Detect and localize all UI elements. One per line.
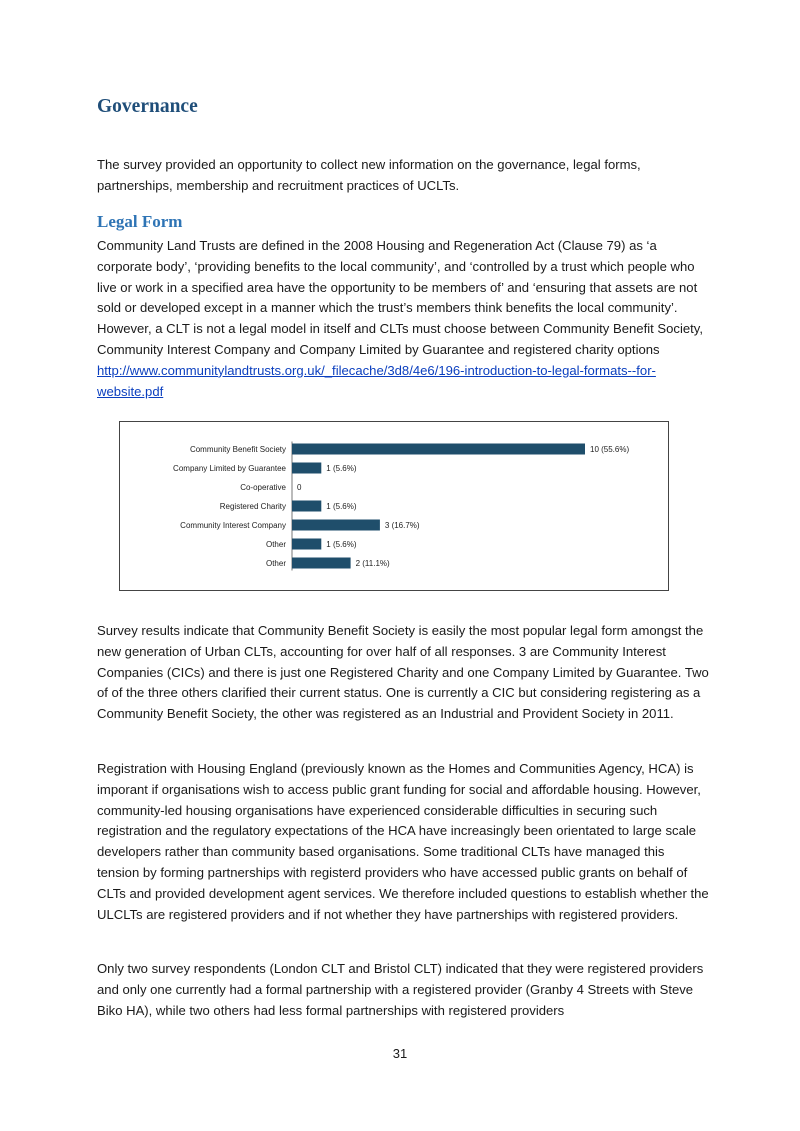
category-label: Other (265, 559, 286, 568)
legal-form-chart (119, 421, 669, 591)
bar (292, 520, 380, 531)
intro-paragraph: The survey provided an opportunity to collect new information on the governance, legal forms, partnerships, membership and recruitment practices of UCLTs. (97, 157, 641, 193)
bar (292, 558, 351, 569)
data-label: 1 (5.6%) (326, 464, 357, 473)
category-label: Company Limited by Guarantee (173, 464, 286, 473)
bar (292, 501, 321, 512)
data-label: 3 (16.7%) (384, 521, 420, 530)
category-label: Community Interest Company (180, 521, 286, 530)
data-label: 0 (297, 483, 302, 492)
registered-providers-paragraph: Only two survey respondents (London CLT and Bristol CLT) indicated that they were registered providers and only one currently had a formal partnership with a registered provider (Granby 4 Streets with Steve Biko HA), while two others had less formal partnerships with registered providers (97, 961, 704, 1018)
bar (292, 463, 321, 474)
bar (292, 444, 585, 455)
data-label: 1 (5.6%) (326, 540, 357, 549)
legal-form-bar-chart (120, 422, 670, 592)
section-heading: Governance (97, 96, 198, 117)
registration-paragraph: Registration with Housing England (previously known as the Homes and Communities Agency, HCA) is imporant if organisations wish to access public grant funding for social and affordable housing. However, community-led housing organisations have experienced considerable difficulties in securing such registration and the regulatory expectations of the HCA have increasingly been orientated to large scale developers rather than community based organisations. Some traditional CLTs have managed this tension by forming partnerships with registerd providers who have accessed public grants on behalf of CLTs and provided development agent services. We therefore included questions to establish whether the ULCLTs are registered providers and if not whether they have partnerships with registered providers. (97, 761, 709, 922)
category-label: Other (265, 540, 286, 549)
category-label: Community Benefit Society (189, 445, 286, 454)
results-paragraph: Survey results indicate that Community Benefit Society is easily the most popular legal form amongst the new generation of Urban CLTs, accounting for over half of all responses. 3 are Community Interest Companies (CICs) and there is just one Registered Charity and one Company Limited by Guarantee. Two of of the three others clarified their current status. One is currently a CIC but considering registering as a Community Benefit Society, the other was registered as an Industrial and Provident Society in 2011. (97, 623, 709, 722)
legal-formats-link[interactable]: http://www.communitylandtrusts.org.uk/_filecache/3d8/4e6/196-introduction-to-legal-formats--for-website.pdf (97, 362, 656, 399)
data-label: 10 (55.6%) (590, 445, 630, 454)
page-number: 31 (392, 1046, 408, 1061)
bar (292, 539, 321, 550)
data-label: 1 (5.6%) (326, 502, 357, 511)
subsection-heading: Legal Form (97, 212, 183, 231)
data-label: 2 (11.1%) (355, 559, 390, 568)
category-label: Co-operative (240, 483, 286, 492)
category-label: Registered Charity (219, 502, 286, 511)
legal-form-text: Community Land Trusts are defined in the 2008 Housing and Regeneration Act (Clause 79) as ‘a corporate body’, ‘providing benefits to the local community’, and ‘controlled by a trust which people who live or work in a specified area have the opportunity to be members of’ and ‘ensuring that assets are not sold or developed except in a manner which the trust’s members think benefits the local community’. However, a CLT is not a legal model in itself and CLTs must choose between Community Benefit Society, Community Interest Company and Company Limited by Guarantee and registered charity options (97, 238, 703, 357)
legal-form-paragraph (97, 236, 709, 402)
